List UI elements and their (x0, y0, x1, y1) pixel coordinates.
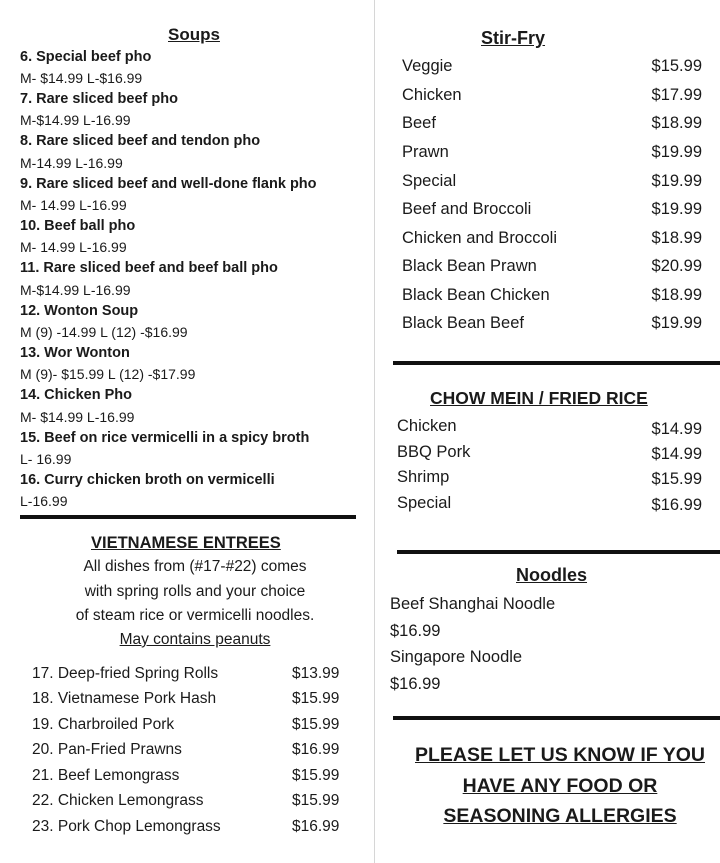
peanut-warning: May contains peanuts (119, 631, 271, 648)
soup-item-price: M (9) -14.99 L (12) -$16.99 (20, 324, 188, 340)
menu-item-name: Special (397, 494, 452, 512)
menu-item-price: $16.99 (390, 622, 441, 640)
menu-item-price: $17.99 (651, 86, 702, 104)
allergy-notice-line: HAVE ANY FOOD OR (462, 775, 658, 797)
menu-item (397, 443, 702, 462)
soup-item-name: 10. Beef ball pho (20, 218, 136, 234)
section-divider-rule (393, 716, 720, 720)
vietnamese-intro-line: with spring rolls and your choice (84, 583, 306, 600)
menu-item-price: $14.99 (651, 445, 702, 463)
soup-item-price: L- 16.99 (20, 451, 72, 467)
menu-item-name: Beef (402, 114, 436, 132)
menu-item-price: $15.99 (651, 470, 702, 488)
menu-item-price: $16.99 (390, 675, 441, 693)
menu-item (32, 767, 352, 785)
soups-heading: Soups (168, 25, 220, 44)
menu-item-price: $13.99 (292, 665, 340, 682)
menu-item-name: Black Bean Chicken (402, 286, 550, 304)
soup-item-price: M- $14.99 L-$16.99 (20, 70, 143, 86)
soup-item-name: 13. Wor Wonton (20, 345, 130, 361)
menu-item (402, 200, 702, 219)
menu-item-name: Special (402, 172, 457, 190)
soup-item-name: 8. Rare sliced beef and tendon pho (20, 133, 261, 149)
menu-item-name: 23. Pork Chop Lemongrass (32, 818, 221, 835)
menu-item-price: $15.99 (292, 690, 340, 707)
menu-item-price: $18.99 (651, 114, 702, 132)
menu-item-price: $15.99 (292, 716, 340, 733)
menu-item-name: Beef and Broccoli (402, 200, 532, 218)
allergy-notice-line: PLEASE LET US KNOW IF YOU (415, 744, 705, 766)
soup-item-price: M (9)- $15.99 L (12) -$17.99 (20, 366, 196, 382)
menu-item-price: $19.99 (651, 172, 702, 190)
menu-item-name: Chicken (397, 417, 457, 435)
menu-item-price: $18.99 (651, 229, 702, 247)
menu-item (32, 690, 352, 708)
menu-item-price: $16.99 (651, 496, 702, 514)
menu-item-price: $15.99 (651, 57, 702, 75)
soup-item-price: M-14.99 L-16.99 (20, 155, 123, 171)
soup-item-name: 7. Rare sliced beef pho (20, 91, 178, 107)
soup-item-price: L-16.99 (20, 493, 68, 509)
menu-item-price: $16.99 (292, 741, 340, 758)
menu-item-price: $19.99 (651, 143, 702, 161)
stirfry-heading: Stir-Fry (481, 28, 546, 48)
soup-item-name: 12. Wonton Soup (20, 303, 139, 319)
soup-item-price: M- 14.99 L-16.99 (20, 197, 127, 213)
noodles-heading: Noodles (516, 565, 588, 585)
menu-item-name: 18. Vietnamese Pork Hash (32, 690, 217, 707)
menu-item-name: Black Bean Beef (402, 314, 524, 332)
menu-item (402, 172, 702, 191)
menu-item (32, 665, 352, 683)
menu-item-name: 19. Charbroiled Pork (32, 716, 175, 733)
menu-item (397, 468, 702, 487)
menu-item-name: Veggie (402, 57, 453, 75)
menu-item-price: $14.99 (651, 420, 702, 438)
menu-item (32, 792, 352, 810)
soup-item-name: 16. Curry chicken broth on vermicelli (20, 472, 275, 488)
menu-item-price: $19.99 (651, 200, 702, 218)
menu-item (402, 229, 702, 248)
menu-item (32, 741, 352, 759)
section-divider-rule (20, 515, 356, 519)
menu-item-name: Prawn (402, 143, 449, 161)
menu-item-price: $15.99 (292, 792, 340, 809)
menu-item-price: $20.99 (651, 257, 702, 275)
menu-item (397, 417, 702, 436)
menu-item-name: 22. Chicken Lemongrass (32, 792, 204, 809)
menu-item-price: $16.99 (292, 818, 340, 835)
menu-item (402, 114, 702, 133)
soup-item-name: 15. Beef on rice vermicelli in a spicy broth (20, 430, 310, 446)
vietnamese-heading: VIETNAMESE ENTREES (91, 534, 281, 552)
menu-item-name: 21. Beef Lemongrass (32, 767, 180, 784)
menu-item-name: Shrimp (397, 468, 450, 486)
menu-item-name: Singapore Noodle (390, 648, 523, 666)
menu-item (402, 86, 702, 105)
menu-item (32, 716, 352, 734)
menu-item (402, 257, 702, 276)
menu-item (402, 143, 702, 162)
section-divider-rule (393, 361, 720, 365)
vietnamese-intro-line: All dishes from (#17-#22) comes (83, 558, 307, 575)
column-divider (374, 0, 375, 863)
menu-item-name: BBQ Pork (397, 443, 471, 461)
soup-item-name: 14. Chicken Pho (20, 387, 133, 403)
menu-item (402, 286, 702, 305)
menu-item-name: Beef Shanghai Noodle (390, 595, 556, 613)
section-divider-rule (397, 550, 720, 554)
menu-item (402, 314, 702, 333)
chowmein-heading: CHOW MEIN / FRIED RICE (430, 388, 648, 408)
vietnamese-intro-line: of steam rice or vermicelli noodles. (75, 607, 315, 624)
soup-item-name: 6. Special beef pho (20, 49, 152, 65)
menu-item-name: Chicken and Broccoli (402, 229, 557, 247)
menu-item-name: 17. Deep-fried Spring Rolls (32, 665, 219, 682)
menu-item-name: Black Bean Prawn (402, 257, 537, 275)
soup-item-price: M-$14.99 L-16.99 (20, 112, 131, 128)
soup-item-price: M- $14.99 L-16.99 (20, 409, 135, 425)
menu-item (402, 57, 702, 76)
menu-item-price: $15.99 (292, 767, 340, 784)
soup-item-price: M- 14.99 L-16.99 (20, 239, 127, 255)
menu-item-name: 20. Pan-Fried Prawns (32, 741, 182, 758)
menu-item-price: $18.99 (651, 286, 702, 304)
menu-item (397, 494, 702, 513)
soup-item-price: M-$14.99 L-16.99 (20, 282, 131, 298)
menu-item-name: Chicken (402, 86, 462, 104)
allergy-notice-line: SEASONING ALLERGIES (443, 805, 677, 827)
menu-item-price: $19.99 (651, 314, 702, 332)
menu-item (32, 818, 352, 836)
soup-item-name: 11. Rare sliced beef and beef ball pho (20, 260, 278, 276)
soup-item-name: 9. Rare sliced beef and well-done flank pho (20, 176, 317, 192)
